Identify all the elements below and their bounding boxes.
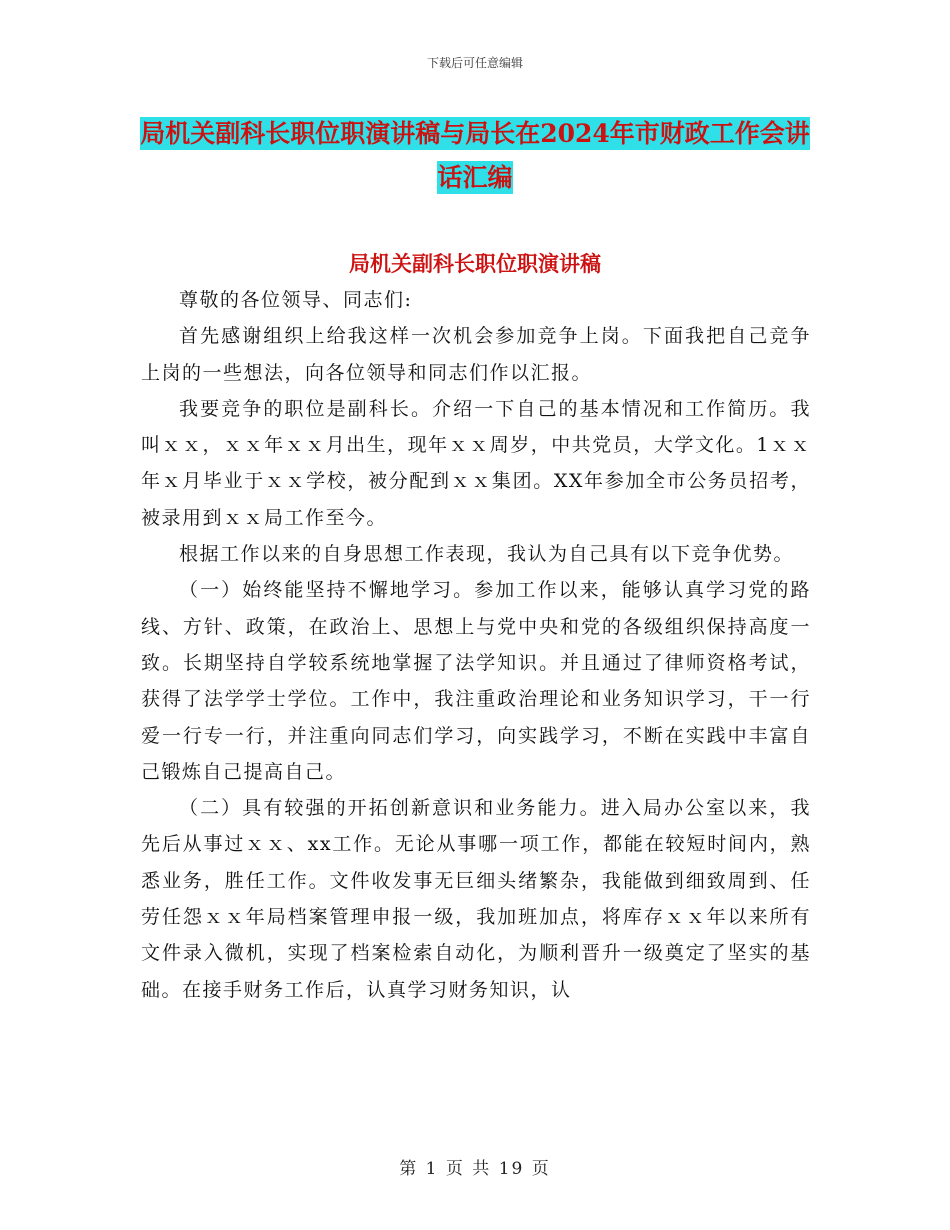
document-title-text: 局机关副科长职位职演讲稿与局长在2024年市财政工作会讲话汇编 (140, 119, 810, 192)
body-paragraph: 根据工作以来的自身思想工作表现，我认为自己具有以下竞争优势。 (179, 543, 795, 566)
body-paragraph: 首先感谢组织上给我这样一次机会参加竞争上岗。下面我把自己竞争上岗的一些想法，向各位领导和同志们作以汇报。 (141, 325, 811, 384)
body-paragraph: （一）始终能坚持不懈地学习。参加工作以来，能够认真学习党的路线、方针、政策，在政治上、思想上与党中央和党的各级组织保持高度一致。长期坚持自学较系统地掌握了法学知识。并且通过了律师资格考试，获得了法学学士学位。工作中，我注重政治理论和业务知识学习，干一行爱一行专一行，并注重向同志们学习，向实践学习，不断在实践中丰富自己锻炼自己提高自己。 (141, 579, 811, 783)
section-title: 局机关副科长职位职演讲稿 (349, 251, 601, 276)
salutation-paragraph: 尊敬的各位领导、同志们: (179, 289, 413, 311)
page-number-footer: 第 1 页 共 19 页 (399, 1159, 551, 1179)
header-note: 下载后可任意编辑 (426, 56, 523, 70)
body-paragraph: （二）具有较强的开拓创新意识和业务能力。进入局办公室以来，我先后从事过ｘｘ、xx工作。无论从事哪一项工作，都能在较短时间内，熟悉业务，胜任工作。文件收发事无巨细头绪繁杂，我能做到细致周到、任劳任怨ｘｘ年局档案管理申报一级，我加班加点，将库存ｘｘ年以来所有文件录入微机，实现了档案检索自动化，为顺利晋升一级奠定了坚实的基础。在接手财务工作后，认真学习财务知识，认 (141, 797, 811, 1001)
document-title (140, 112, 810, 200)
body-text (141, 282, 811, 1008)
body-paragraph: 我要竞争的职位是副科长。介绍一下自己的基本情况和工作简历。我叫ｘｘ，ｘｘ年ｘｘ月出生，现年ｘｘ周岁，中共党员，大学文化。1ｘｘ年ｘ月毕业于ｘｘ学校，被分配到ｘｘ集团。XX年参加全市公务员招考，被录用到ｘｘ局工作至今。 (141, 397, 811, 529)
